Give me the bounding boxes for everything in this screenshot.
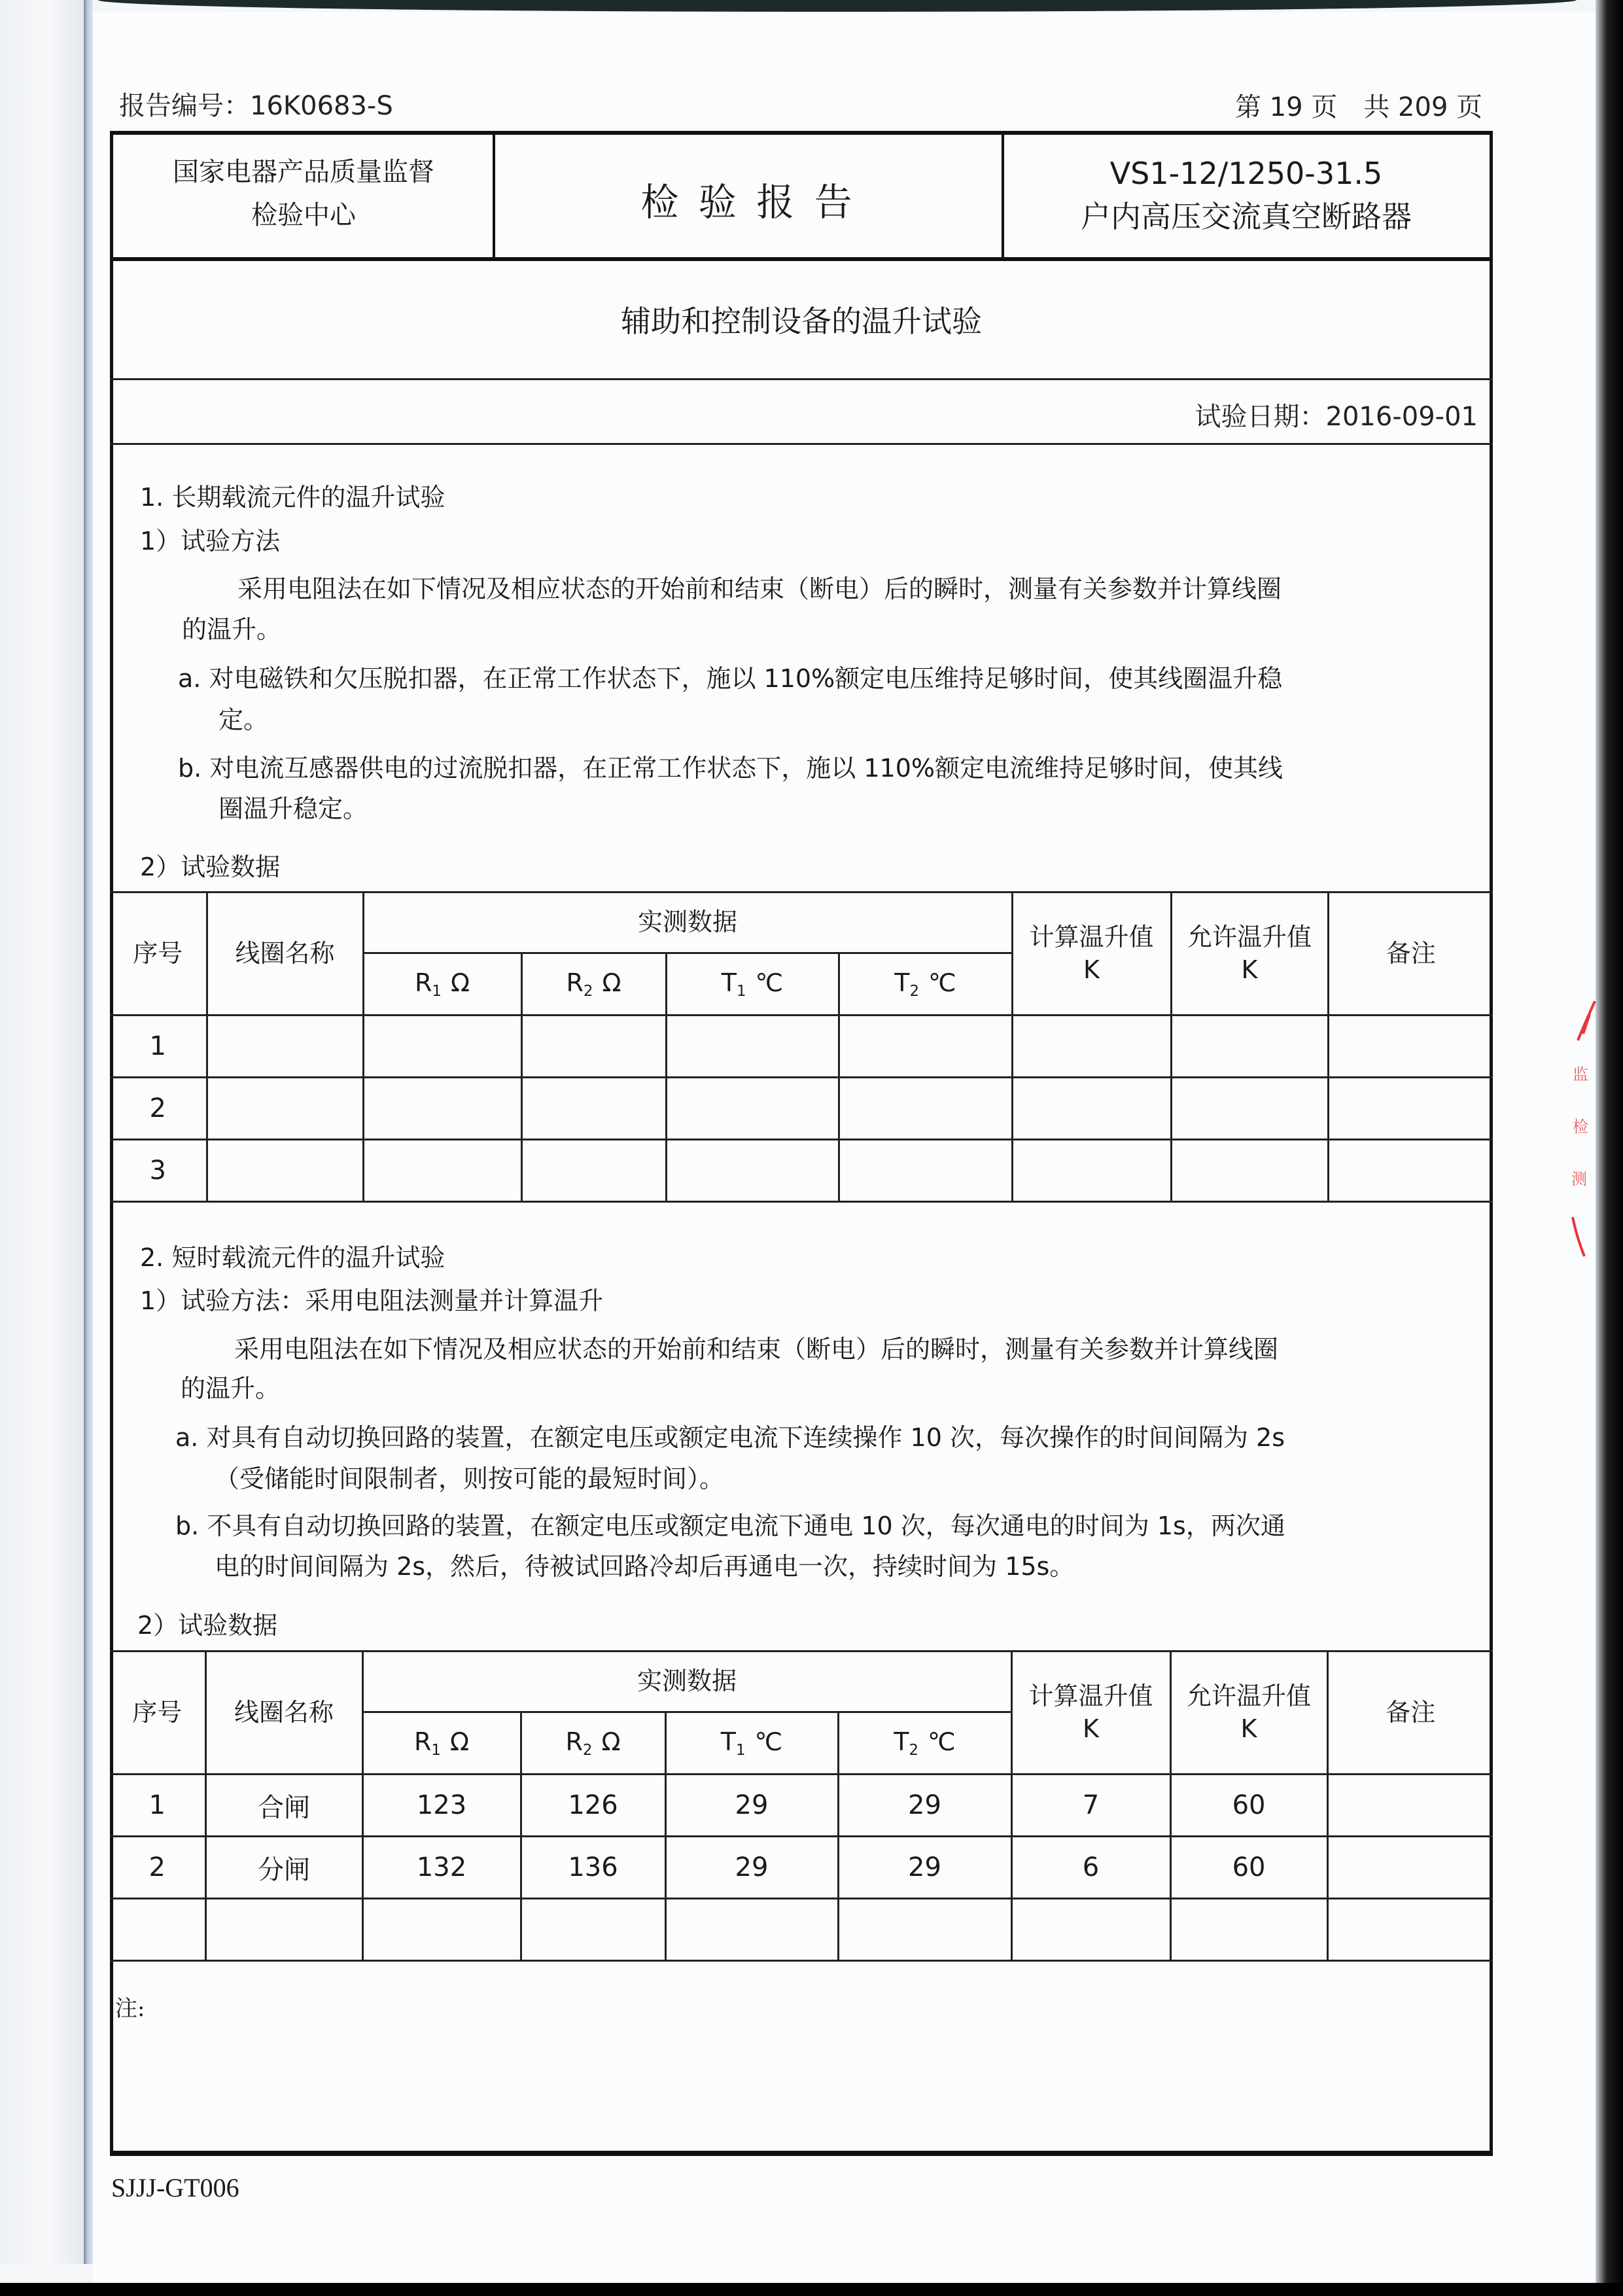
col-header-t2 (838, 1712, 1011, 1775)
section1-item-a-line2: 定。 (218, 705, 269, 734)
col-header-coil-name: 线圈名称 (207, 892, 363, 1016)
t1-subscript: 1 (736, 1741, 746, 1759)
cell-coil-name: 合闸 (205, 1775, 362, 1837)
r1-subscript: 1 (432, 982, 442, 1000)
cell-r1 (363, 1016, 521, 1078)
organization-line-1: 国家电器产品质量监督 (173, 157, 434, 187)
cell-allow-rise: 60 (1170, 1837, 1327, 1899)
t1-subscript: 1 (737, 982, 746, 1000)
svg-text:检: 检 (1573, 1118, 1588, 1136)
svg-text:测: 测 (1571, 1170, 1587, 1188)
cell-t1 (665, 1899, 838, 1961)
product-model: VS1-12/1250-31.5 (1109, 156, 1383, 191)
table-row (110, 1016, 1493, 1078)
t1-symbol: T (721, 968, 737, 997)
cell-calc-rise (1012, 1078, 1171, 1140)
cell-calc-rise (1012, 1016, 1171, 1078)
date-row-rule (110, 443, 1493, 445)
col-header-allow-rise (1171, 892, 1328, 1016)
product-block (1004, 152, 1488, 238)
cell-seq: 1 (110, 1775, 205, 1837)
report-number-value: 16K0683-S (250, 91, 393, 121)
cell-seq: 2 (110, 1837, 205, 1899)
section1-item-b-line2: 圈温升稳定。 (218, 794, 368, 823)
section2-data-heading: 2）试验数据 (137, 1611, 278, 1640)
allow-rise-label: 允许温升值 (1187, 923, 1312, 952)
col-header-calc-rise (1011, 1651, 1170, 1775)
table-row (110, 1775, 1493, 1837)
scan-bottom-edge (0, 2283, 1623, 2296)
cell-t2: 29 (838, 1837, 1011, 1899)
calc-rise-unit: K (1083, 955, 1100, 984)
test-date (1195, 396, 1478, 433)
cell-r1 (363, 1078, 521, 1140)
cell-t1 (666, 1078, 839, 1140)
col-header-measured: 实测数据 (363, 892, 1012, 953)
section2-item-a-line1: a. 对具有自动切换回路的装置，在额定电压或额定电流下连续操作 10 次，每次操作的时间间隔为 2s (175, 1423, 1285, 1452)
cell-t1: 29 (665, 1837, 838, 1899)
section2-item-b-line2: 电的时间间隔为 2s，然后，待被试回路冷却后再通电一次，持续时间为 15s。 (215, 1552, 1075, 1581)
section1-method-line2: 的温升。 (182, 615, 282, 644)
report-number (119, 85, 393, 122)
cell-t1: 29 (665, 1775, 838, 1837)
cell-r1: 132 (362, 1837, 521, 1899)
r1-symbol: R (415, 968, 432, 997)
section2-heading: 2. 短时载流元件的温升试验 (140, 1243, 445, 1272)
r2-symbol: R (566, 968, 584, 997)
cell-remarks (1328, 1140, 1493, 1202)
organization-name (114, 150, 493, 237)
r2-unit: Ω (601, 1727, 621, 1756)
r2-symbol: R (565, 1727, 583, 1756)
section1-item-a-line1: a. 对电磁铁和欠压脱扣器，在正常工作状态下，施以 110%额定电压维持足够时间，使其线圈温升稳 (178, 664, 1283, 693)
section1-item-b-line1: b. 对电流互感器供电的过流脱扣器，在正常工作状态下，施以 110%额定电流维持足够时间，使其线 (178, 754, 1283, 783)
cell-r2: 136 (521, 1837, 665, 1899)
allow-rise-unit: K (1241, 955, 1258, 984)
cell-remarks (1327, 1837, 1493, 1899)
cell-r1 (363, 1140, 521, 1202)
cell-coil-name: 分闸 (205, 1837, 362, 1899)
col-header-remarks: 备注 (1327, 1651, 1493, 1775)
cell-r1: 123 (362, 1775, 521, 1837)
notes-label: 注: (115, 1996, 145, 2022)
t1-unit: ℃ (754, 1727, 783, 1756)
col-header-r2 (521, 1712, 665, 1775)
test-date-value: 2016-09-01 (1325, 402, 1478, 432)
table-row (110, 1899, 1493, 1961)
t1-unit: ℃ (755, 968, 784, 997)
table-short-term-rise (110, 1650, 1493, 1962)
cell-r2 (521, 1140, 666, 1202)
cell-coil-name (207, 1016, 363, 1078)
section2-item-a-line2: （受储能时间限制者，则按可能的最短时间）。 (215, 1464, 725, 1493)
test-title: 辅助和控制设备的温升试验 (621, 304, 982, 339)
red-seal-fragment (1570, 1001, 1596, 1263)
t1-symbol: T (720, 1727, 736, 1756)
t2-subscript: 2 (909, 982, 920, 1000)
col-header-t1 (665, 1712, 838, 1775)
cell-r2: 126 (521, 1775, 665, 1837)
table-long-term-rise (110, 891, 1493, 1203)
r1-unit: Ω (449, 1727, 469, 1756)
col-header-measured: 实测数据 (362, 1651, 1011, 1712)
cell-allow-rise (1170, 1899, 1327, 1961)
cell-coil-name (205, 1899, 362, 1961)
col-header-allow-rise (1170, 1651, 1327, 1775)
col-header-t1 (666, 953, 839, 1016)
calc-rise-label: 计算温升值 (1029, 923, 1154, 952)
r2-unit: Ω (602, 968, 621, 997)
cell-seq: 3 (110, 1140, 207, 1202)
col-header-r1 (362, 1712, 521, 1775)
section1-method-heading: 1）试验方法 (140, 527, 281, 556)
cell-t2 (839, 1140, 1012, 1202)
cell-r2 (521, 1016, 666, 1078)
col-header-seq: 序号 (110, 892, 207, 1016)
cell-remarks (1328, 1078, 1493, 1140)
page-indicator: 第 19 页 共 209 页 (1235, 92, 1483, 122)
cell-allow-rise: 60 (1170, 1775, 1327, 1837)
cell-calc-rise (1012, 1140, 1171, 1202)
cell-calc-rise (1011, 1899, 1170, 1961)
cell-coil-name (207, 1078, 363, 1140)
r1-symbol: R (414, 1727, 432, 1756)
title-row-rule (110, 378, 1493, 380)
cell-allow-rise (1171, 1016, 1328, 1078)
allow-rise-label: 允许温升值 (1187, 1682, 1312, 1711)
cell-coil-name (207, 1140, 363, 1202)
form-code: SJJJ-GT006 (111, 2173, 239, 2202)
t2-symbol: T (894, 968, 910, 997)
cell-t1 (666, 1140, 839, 1202)
col-header-r2 (521, 953, 666, 1016)
cell-seq: 2 (110, 1078, 207, 1140)
col-header-remarks: 备注 (1328, 892, 1493, 1016)
title-bottom-rule (110, 257, 1493, 261)
t2-unit: ℃ (928, 1727, 956, 1756)
t2-symbol: T (894, 1727, 909, 1756)
cell-t1 (666, 1016, 839, 1078)
cell-seq: 1 (110, 1016, 207, 1078)
r1-subscript: 1 (431, 1741, 441, 1759)
calc-rise-label: 计算温升值 (1028, 1682, 1153, 1711)
table-row (110, 1837, 1493, 1899)
cell-t2 (838, 1899, 1011, 1961)
scan-top-shadow (98, 0, 1577, 12)
cell-t2 (839, 1016, 1012, 1078)
r1-unit: Ω (450, 968, 470, 997)
svg-text:监: 监 (1573, 1065, 1588, 1084)
col-header-t2 (839, 953, 1012, 1016)
product-name: 户内高压交流真空断路器 (1081, 199, 1412, 234)
cell-allow-rise (1171, 1078, 1328, 1140)
section2-method-line1: 采用电阻法在如下情况及相应状态的开始前和结束（断电）后的瞬时，测量有关参数并计算线圈 (234, 1335, 1279, 1364)
cell-allow-rise (1171, 1140, 1328, 1202)
cell-t2: 29 (838, 1775, 1011, 1837)
cell-remarks (1327, 1775, 1493, 1837)
section1-data-heading: 2）试验数据 (140, 853, 281, 881)
section1-method-line1: 采用电阻法在如下情况及相应状态的开始前和结束（断电）后的瞬时，测量有关参数并计算线圈 (237, 574, 1282, 603)
cell-remarks (1328, 1016, 1493, 1078)
section2-method-heading: 1）试验方法：采用电阻法测量并计算温升 (140, 1286, 604, 1315)
section1-heading: 1. 长期载流元件的温升试验 (140, 483, 445, 512)
report-number-label: 报告编号： (119, 91, 250, 121)
scan-right-edge (1596, 0, 1623, 2296)
table-row (110, 1078, 1493, 1140)
cell-calc-rise: 6 (1011, 1837, 1170, 1899)
cell-calc-rise: 7 (1011, 1775, 1170, 1837)
col-header-r1 (363, 953, 521, 1016)
binding-strip (0, 0, 84, 2264)
cell-r2 (521, 1899, 665, 1961)
cell-r2 (521, 1078, 666, 1140)
test-date-label: 试验日期： (1195, 402, 1326, 432)
t2-unit: ℃ (928, 968, 956, 997)
col-header-calc-rise (1012, 892, 1171, 1016)
cell-t2 (839, 1078, 1012, 1140)
cell-seq (110, 1899, 205, 1961)
col-header-coil-name: 线圈名称 (205, 1651, 362, 1775)
organization-line-2: 检验中心 (251, 200, 356, 230)
calc-rise-unit: K (1083, 1714, 1099, 1743)
cell-remarks (1327, 1899, 1493, 1961)
t2-subscript: 2 (909, 1741, 919, 1759)
r2-subscript: 2 (583, 982, 593, 1000)
allow-rise-unit: K (1240, 1714, 1257, 1743)
r2-subscript: 2 (582, 1741, 593, 1759)
cell-r1 (362, 1899, 521, 1961)
binding-fold (84, 0, 93, 2264)
section2-item-b-line1: b. 不具有自动切换回路的装置，在额定电压或额定电流下通电 10 次，每次通电的时间为 1s，两次通 (175, 1511, 1285, 1540)
table-row (110, 1140, 1493, 1202)
report-title: 检 验 报 告 (640, 180, 856, 224)
section2-method-line2: 的温升。 (181, 1374, 281, 1403)
col-header-seq: 序号 (110, 1651, 205, 1775)
